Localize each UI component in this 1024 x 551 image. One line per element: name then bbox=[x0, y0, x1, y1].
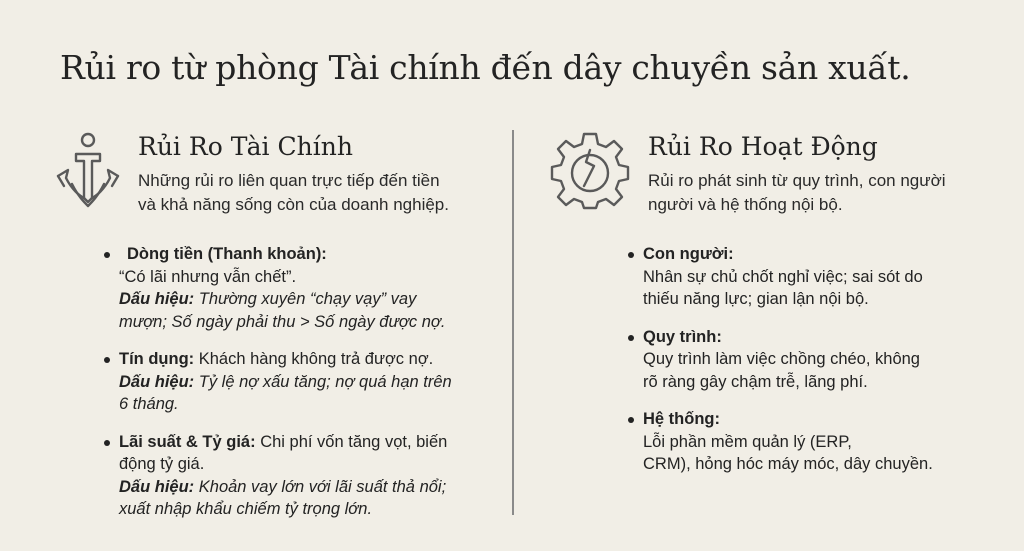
operational-header bbox=[648, 132, 946, 217]
sign-text: Tỷ lệ nợ xấu tăng; nợ quá hạn trên bbox=[194, 372, 452, 391]
list-item-interest-fx bbox=[104, 431, 452, 521]
sign-text: Thường xuyên “chạy vạy” vay bbox=[194, 290, 417, 308]
bullet-dot bbox=[104, 357, 110, 363]
financial-desc-line1: Những rủi ro liên quan trực tiếp đến tiền bbox=[138, 171, 440, 190]
page-title: Rủi ro từ phòng Tài chính đến dây chuyền sản xuất. bbox=[60, 48, 911, 87]
item-label: Hệ thống: bbox=[643, 410, 720, 428]
item-text: Nhân sự chủ chốt nghỉ việc; sai sót do bbox=[643, 267, 923, 286]
bullet-dot bbox=[628, 417, 634, 423]
item-text-cont: động tỷ giá. bbox=[119, 455, 205, 473]
item-text: Chi phí vốn tăng vọt, biến bbox=[255, 432, 448, 451]
financial-desc-line2: và khả năng sống còn của doanh nghiệp. bbox=[138, 195, 449, 214]
item-text-cont: rõ ràng gây chậm trễ, lãng phí. bbox=[643, 372, 868, 391]
list-item-people bbox=[628, 243, 933, 311]
operational-description bbox=[648, 169, 946, 217]
bullet-dot bbox=[628, 335, 634, 341]
list-item-process bbox=[628, 326, 933, 394]
sign-label: Dấu hiệu: bbox=[119, 372, 195, 391]
item-text-cont: CRM), hỏng hóc máy móc, dây chuyền. bbox=[643, 455, 933, 473]
sign-label: Dấu hiệu: bbox=[119, 477, 195, 496]
column-divider bbox=[512, 130, 514, 515]
item-text-cont: thiếu năng lực; gian lận nội bộ. bbox=[643, 290, 869, 308]
operational-heading: Rủi Ro Hoạt Động bbox=[648, 132, 878, 161]
item-label: Tín dụng: bbox=[119, 350, 195, 368]
item-text: Lỗi phần mềm quản lý (ERP, bbox=[643, 432, 852, 451]
bullet-dot bbox=[104, 252, 110, 258]
list-item-cash-flow bbox=[104, 243, 452, 333]
sign-text-cont: mượn; Số ngày phải thu > Số ngày được nợ. bbox=[119, 312, 446, 331]
item-text: Khách hàng không trả được nợ. bbox=[194, 350, 434, 368]
operational-desc-line1: Rủi ro phát sinh từ quy trình, con người bbox=[648, 171, 946, 190]
sign-text-cont: xuất nhập khẩu chiếm tỷ trọng lớn. bbox=[119, 500, 373, 518]
operational-desc-line2: người và hệ thống nội bộ. bbox=[648, 195, 843, 214]
broken-gear-icon bbox=[548, 128, 632, 212]
financial-description bbox=[138, 169, 449, 217]
item-text: “Có lãi nhưng vẫn chết”. bbox=[119, 267, 297, 286]
bullet-dot bbox=[628, 252, 634, 258]
financial-header bbox=[138, 132, 449, 217]
item-label: Con người: bbox=[643, 245, 734, 263]
sign-text: Khoản vay lớn với lãi suất thả nổi; bbox=[194, 477, 447, 496]
item-label: Dòng tiền (Thanh khoản): bbox=[127, 245, 327, 263]
sign-label: Dấu hiệu: bbox=[119, 290, 195, 308]
sign-text-cont: 6 tháng. bbox=[119, 395, 179, 413]
list-item-systems bbox=[628, 408, 933, 476]
bullet-dot bbox=[104, 440, 110, 446]
financial-risk-list bbox=[104, 243, 452, 536]
list-item-credit bbox=[104, 348, 452, 416]
item-label: Lãi suất & Tỷ giá: bbox=[119, 432, 256, 451]
financial-heading: Rủi Ro Tài Chính bbox=[138, 132, 353, 161]
item-label: Quy trình: bbox=[643, 327, 722, 346]
anchor-icon bbox=[52, 128, 124, 214]
item-text: Quy trình làm việc chồng chéo, không bbox=[643, 350, 920, 368]
operational-risk-list bbox=[628, 243, 933, 491]
